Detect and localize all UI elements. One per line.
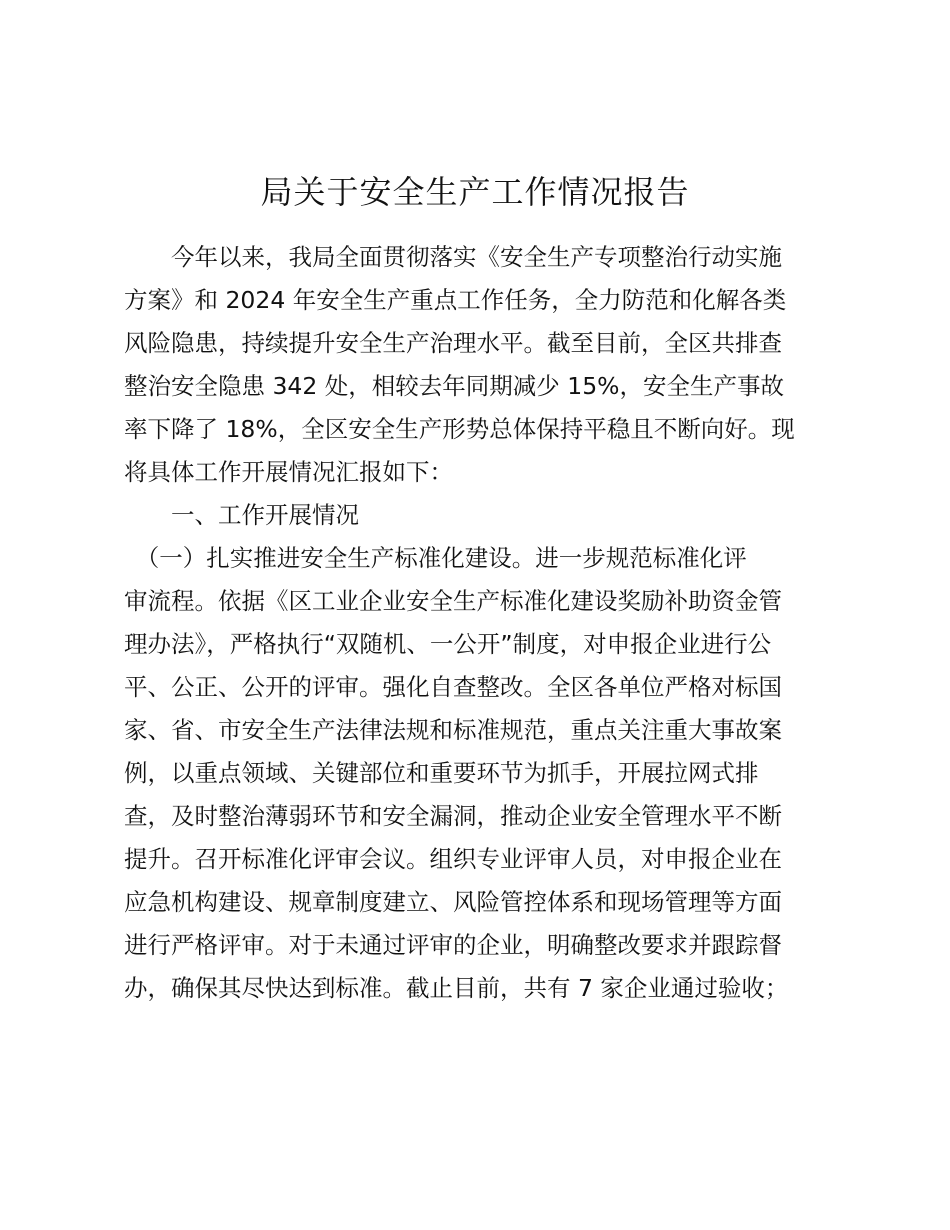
body-line-18: 办，确保其尽快达到标准。截止目前，共有 7 家企业通过验收； [124, 974, 789, 1002]
body-line-15: 提升。召开标准化评审会议。组织专业评审人员，对申报企业在 [124, 845, 782, 873]
body-line-10: 理办法》，严格执行“双随机、一公开”制度，对申报企业进行公 [124, 630, 772, 658]
body-line-12: 家、省、市安全生产法律法规和标准规范，重点关注重大事故案 [124, 716, 782, 744]
body-line-11: 平、公正、公开的评审。强化自查整改。全区各单位严格对标国 [124, 673, 782, 701]
body-line-13: 例，以重点领域、关键部位和重要环节为抓手，开展拉网式排 [124, 759, 759, 787]
body-line-4: 整治安全隐患 342 处，相较去年同期减少 15%，安全生产事故 [124, 372, 784, 400]
body-line-5: 率下降了 18%，全区安全生产形势总体保持平稳且不断向好。现 [124, 415, 795, 443]
body-line-2: 方案》和 2024 年安全生产重点工作任务，全力防范和化解各类 [124, 286, 787, 314]
body-line-8: （一）扎实推进安全生产标准化建设。进一步规范标准化评 [124, 544, 747, 572]
body-line-9: 审流程。依据《区工业企业安全生产标准化建设奖励补助资金管 [124, 587, 782, 615]
body-line-14: 查，及时整治薄弱环节和安全漏洞，推动企业安全管理水平不断 [124, 802, 782, 830]
document-title: 局关于安全生产工作情况报告 [260, 173, 690, 211]
body-line-1: 今年以来，我局全面贯彻落实《安全生产专项整治行动实施 [124, 243, 782, 271]
body-line-17: 进行严格评审。对于未通过评审的企业，明确整改要求并跟踪督 [124, 931, 782, 959]
body-line-6: 将具体工作开展情况汇报如下： [124, 458, 453, 486]
body-line-16: 应急机构建设、规章制度建立、风险管控体系和现场管理等方面 [124, 888, 782, 916]
body-line-3: 风险隐患，持续提升安全生产治理水平。截至目前，全区共排查 [124, 329, 782, 357]
section-heading-1: 一、工作开展情况 [124, 501, 359, 529]
